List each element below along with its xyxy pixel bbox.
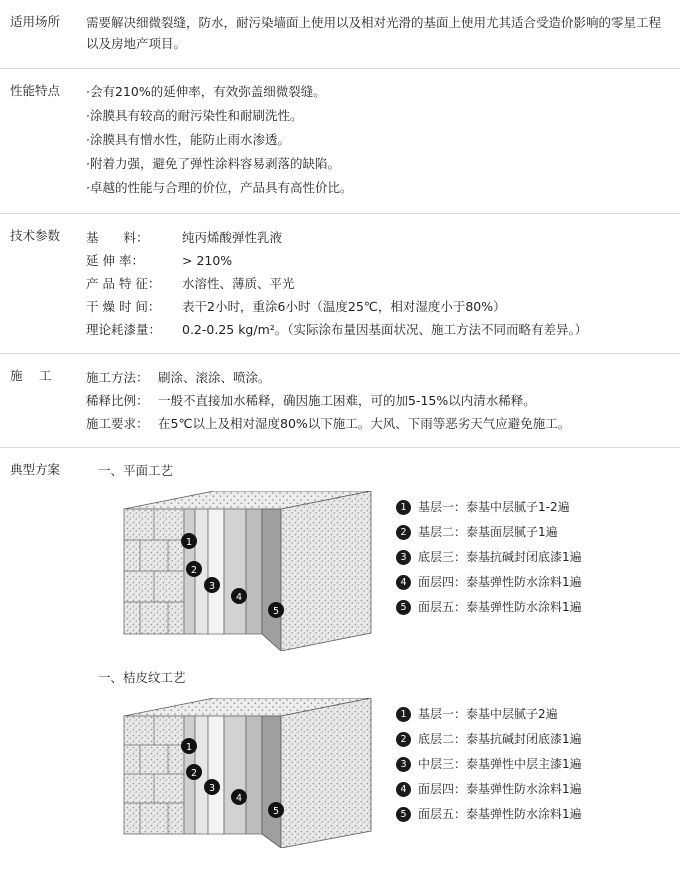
number-badge-icon: 2: [396, 732, 411, 747]
number-badge-icon: 4: [396, 782, 411, 797]
parameter-value: 水溶性、薄质、平光: [182, 276, 295, 291]
legend-item: [396, 524, 668, 540]
section-body: [86, 81, 680, 201]
scheme-flat-process: [86, 460, 668, 651]
scheme-title: 一、桔皮纹工艺: [98, 670, 186, 685]
parameter-key: 产 品 特 征：: [86, 276, 161, 291]
legend-text: 中层三：泰基弹性中层主漆1遍: [418, 757, 582, 771]
section-construction: [0, 354, 680, 448]
section-body: [86, 460, 680, 864]
section-technical-parameters: [0, 214, 680, 354]
legend-text: 面层四：泰基弹性防水涂料1遍: [418, 782, 582, 796]
legend-list-1: [386, 491, 668, 624]
construction-key: 施工方法：: [86, 370, 149, 385]
legend-text: 面层五：泰基弹性防水涂料1遍: [418, 807, 582, 821]
svg-text:3: 3: [208, 783, 216, 794]
legend-item: [396, 806, 668, 822]
section-body: [86, 226, 680, 341]
section-label: 性能特点: [10, 83, 61, 98]
svg-text:1: 1: [185, 537, 193, 548]
section-label: 适用场所: [10, 14, 61, 29]
construction-key: 施工要求：: [86, 416, 149, 431]
legend-item: [396, 781, 668, 797]
legend-text: 底层三：泰基抗碱封闭底漆1遍: [418, 550, 582, 564]
construction-value: 刷涂、滚涂、喷涂。: [158, 370, 271, 385]
legend-list-2: [386, 698, 668, 831]
scheme-orange-peel-process: [86, 667, 668, 848]
number-badge-icon: 5: [396, 600, 411, 615]
svg-text:1: 1: [185, 742, 193, 753]
svg-text:5: 5: [272, 606, 280, 617]
wall-layer-diagram-2: [86, 698, 386, 848]
parameter-value: 0.2-0.25 kg/m²。（实际涂布量因基面状况、施工方法不同而略有差异。）: [182, 322, 588, 337]
parameter-value: 纯丙烯酸弹性乳液: [182, 230, 283, 245]
parameter-value: 表干2小时，重涂6小时（温度25℃，相对湿度小于80%）: [182, 299, 506, 314]
list-item: ·会有210%的延伸率，有效弥盖细微裂缝。: [86, 84, 326, 99]
svg-text:2: 2: [190, 565, 198, 576]
legend-item: [396, 731, 668, 747]
legend-text: 底层二：泰基抗碱封闭底漆1遍: [418, 732, 582, 746]
section-label: 施 工: [10, 368, 52, 383]
parameter-row: [86, 318, 668, 341]
legend-item: [396, 549, 668, 565]
list-item: ·附着力强，避免了弹性涂料容易剥落的缺陷。: [86, 156, 340, 171]
parameter-row: [86, 249, 668, 272]
wall-layer-diagram-1: [86, 491, 386, 651]
legend-item: [396, 499, 668, 515]
construction-row: [86, 366, 668, 389]
legend-item: [396, 574, 668, 590]
svg-text:4: 4: [235, 592, 243, 603]
parameter-key: 延 伸 率：: [86, 253, 144, 268]
section-performance-features: [0, 69, 680, 214]
construction-key: 稀释比例：: [86, 393, 149, 408]
svg-text:3: 3: [208, 581, 216, 592]
legend-text: 面层四：泰基弹性防水涂料1遍: [418, 575, 582, 589]
construction-value: 一般不直接加水稀释，确因施工困难，可的加5-15%以内清水稀释。: [158, 393, 536, 408]
number-badge-icon: 2: [396, 525, 411, 540]
scheme-title: 一、平面工艺: [98, 463, 174, 478]
applicable-places-text: 需要解决细微裂缝，防水，耐污染墙面上使用以及相对光滑的基面上使用尤其适合受造价影响的零星工程以及房地产项目。: [86, 15, 662, 51]
legend-item: [396, 599, 668, 615]
legend-text: 基层一：泰基中层腻子1-2遍: [418, 500, 570, 514]
construction-value: 在5℃以上及相对湿度80%以下施工。大风、下雨等恶劣天气应避免施工。: [158, 416, 571, 431]
construction-row: [86, 389, 668, 412]
number-badge-icon: 1: [396, 707, 411, 722]
number-badge-icon: 3: [396, 550, 411, 565]
legend-text: 面层五：泰基弹性防水涂料1遍: [418, 600, 582, 614]
parameter-key: 理论耗漆量：: [86, 322, 162, 337]
parameter-key: 干 燥 时 间：: [86, 299, 161, 314]
legend-text: 基层二：泰基面层腻子1遍: [418, 525, 558, 539]
svg-text:2: 2: [190, 768, 198, 779]
parameter-row: [86, 226, 668, 249]
list-item: ·卓越的性能与合理的价位，产品具有高性价比。: [86, 180, 353, 195]
section-applicable-places: [0, 0, 680, 69]
section-body: [86, 12, 680, 56]
parameter-value: > 210%: [182, 253, 233, 268]
number-badge-icon: 5: [396, 807, 411, 822]
svg-text:4: 4: [235, 793, 243, 804]
svg-text:5: 5: [272, 806, 280, 817]
construction-row: [86, 412, 668, 435]
performance-feature-list: [86, 81, 668, 198]
number-badge-icon: 3: [396, 757, 411, 772]
number-badge-icon: 4: [396, 575, 411, 590]
number-badge-icon: 1: [396, 500, 411, 515]
section-label: 技术参数: [10, 228, 61, 243]
section-body: [86, 366, 680, 435]
legend-item: [396, 756, 668, 772]
parameter-row: [86, 295, 668, 318]
parameter-key: 基 料：: [86, 230, 149, 245]
section-label: 典型方案: [10, 462, 61, 477]
legend-item: [396, 706, 668, 722]
legend-text: 基层一：泰基中层腻子2遍: [418, 707, 558, 721]
list-item: ·涂膜具有憎水性，能防止雨水渗透。: [86, 132, 290, 147]
list-item: ·涂膜具有较高的耐污染性和耐刷洗性。: [86, 108, 303, 123]
parameter-row: [86, 272, 668, 295]
section-typical-schemes: [0, 448, 680, 876]
